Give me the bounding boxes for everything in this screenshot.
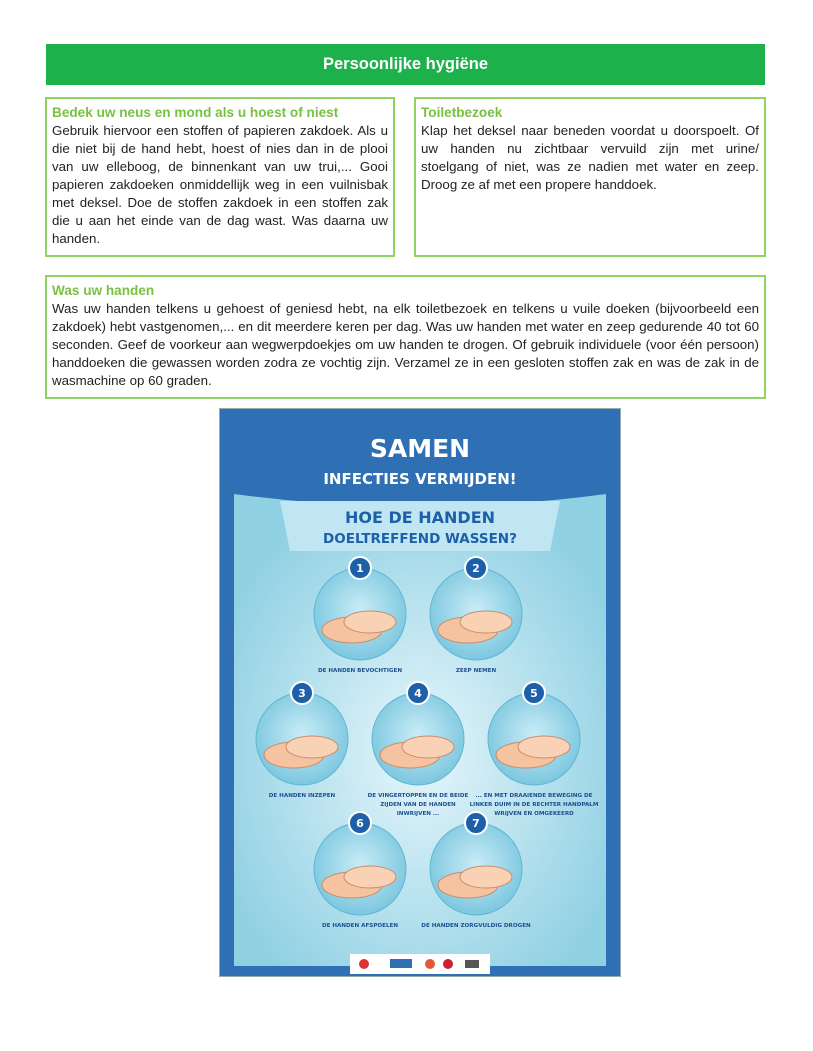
hand-icon [460,866,512,888]
handwashing-poster [219,408,621,977]
wash-heading: Was uw handen [52,283,155,298]
hand-icon [518,736,570,758]
step-number: 1 [356,562,364,575]
step-number: 7 [472,817,480,830]
logo-icon [359,959,369,969]
step-caption: ... EN MET DRAAIENDE BEWEGING DE [475,793,593,799]
hand-icon [286,736,338,758]
step-caption: INWRIJVEN ... [396,811,440,817]
logo-icon [443,959,453,969]
step-number: 6 [356,817,364,830]
poster-graphic [220,409,620,976]
step-caption: ZIJDEN VAN DE HANDEN [380,802,456,808]
toilet-heading: Toiletbezoek [421,105,503,120]
step-caption: DE HANDEN BEVOCHTIGEN [317,668,403,674]
logo-icon [465,960,479,968]
wash-hands-box [45,275,766,399]
hand-icon [344,866,396,888]
step-caption: DE VINGERTOPPEN EN DE BEIDE [367,793,469,799]
step-caption: WRIJVEN EN OMGEKEERD [494,811,574,817]
cough-body: Gebruik hiervoor een stoffen of papieren zakdoek. Als u die niet bij de hand hebt, hoest of nies dan in de plooi van uw elleboog, de binnenkant van uw trui,... Gooi papieren zakdoeken onmiddellijk weg in een vuilnisbak met deksel. Doe de stoffen zakdoek in een stoffen zak die u aan het einde van de dag wast. Was daarna uw handen. [52,123,388,246]
hand-icon [344,611,396,633]
step-number: 4 [414,687,422,700]
poster-sub-2: DOELTREFFEND WASSEN? [323,531,517,547]
poster-title-2: INFECTIES VERMIJDEN! [323,470,517,488]
logo-icon [425,959,435,969]
section-banner [46,44,765,85]
hand-icon [402,736,454,758]
step-caption: DE HANDEN ZORGVULDIG DROGEN [421,923,531,929]
hand-icon [460,611,512,633]
section-title: Persoonlijke hygiëne [322,55,489,73]
step-caption: DE HANDEN AFSPOELEN [321,923,399,929]
cough-box [45,97,395,257]
toilet-box [414,97,766,257]
step-caption: DE HANDEN INZEPEN [268,793,336,799]
step-caption: ZEEP NEMEN [455,668,497,674]
poster-title-1: SAMEN [369,434,471,463]
step-number: 2 [472,562,480,575]
poster-sub-1: HOE DE HANDEN [344,508,496,527]
step-number: 5 [530,687,538,700]
logo-icon [390,959,412,968]
cough-heading: Bedek uw neus en mond als u hoest of niest [52,105,339,120]
wash-body: Was uw handen telkens u gehoest of geniesd hebt, na elk toiletbezoek en telkens u vuile doeken (bijvoorbeeld een zakdoek) hebt vastgenomen,... en dit meerdere keren per dag. Was uw handen met water en zeep gedurende 40 tot 60 seconden. Geef de voorkeur aan wegwerpdoekjes om uw handen te drogen. Of gebruik individuele (voor één persoon) handdoeken die gewassen worden zodra ze vochtig zijn. Verzamel ze in een gesloten stoffen zak en was de zak in de wasmachine op 60 graden. [52,301,759,388]
toilet-body: Klap het deksel naar beneden voordat u doorspoelt. Of uw handen nu zichtbaar vervuild zijn met urine/ stoelgang of niet, was ze nadien met water en zeep. Droog ze af met een propere handdoek. [421,123,759,192]
step-number: 3 [298,687,306,700]
step-caption: LINKER DUIM IN DE RECHTER HANDPALM [469,802,599,808]
